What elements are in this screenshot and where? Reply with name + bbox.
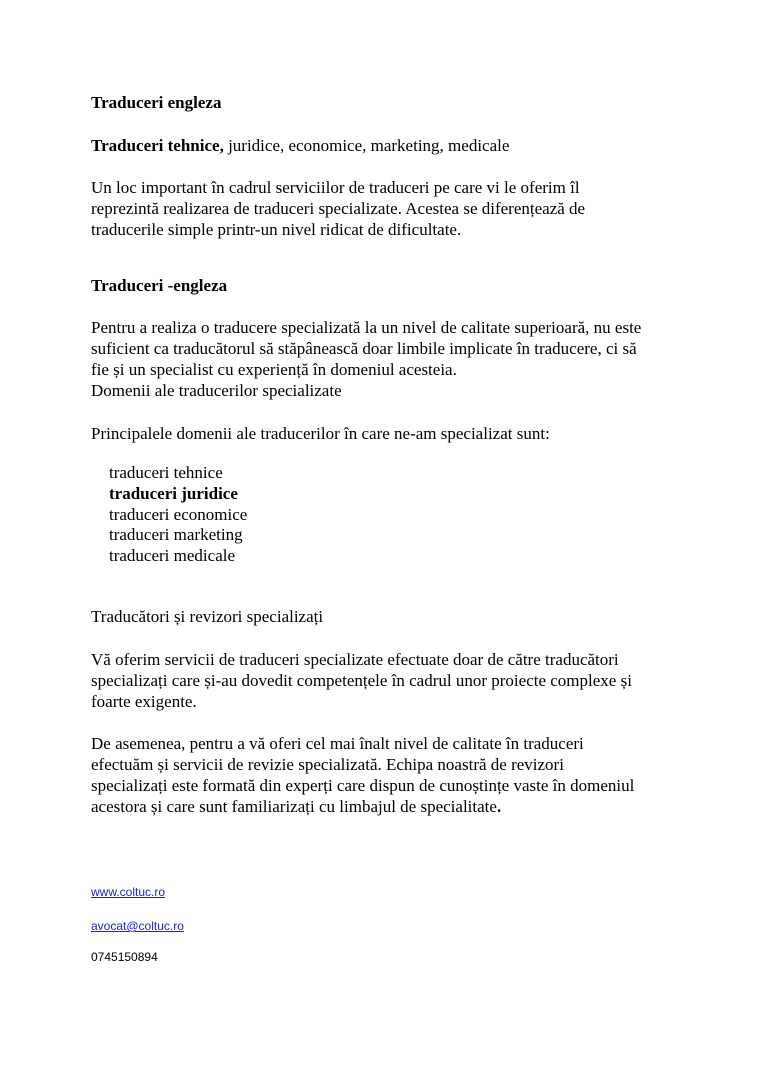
- paragraph-line: De asemenea, pentru a vă oferi cel mai înalt nivel de calitate în traduceri: [91, 734, 584, 753]
- phone-number: 0745150894: [91, 950, 158, 964]
- paragraph-line: specializați care și-au dovedit competențele în cadrul unor proiecte complexe și: [91, 671, 632, 690]
- intro-line: Un loc important în cadrul serviciilor de traduceri pe care vi le oferim îl: [91, 178, 580, 197]
- paragraph-line: suficient ca traducătorul să stăpânească doar limbile implicate în traducere, ci să: [91, 339, 637, 358]
- paragraph-line: efectuăm și servicii de revizie specializată. Echipa noastră de revizori: [91, 755, 564, 774]
- intro-line: reprezintă realizarea de traduceri specializate. Acestea se diferențează de: [91, 199, 586, 218]
- domains-intro: Principalele domenii ale traducerilor în care ne-am specializat sunt:: [91, 424, 550, 443]
- list-item: traduceri juridice: [109, 484, 238, 503]
- list-item: traduceri medicale: [109, 546, 236, 565]
- intro-line: traducerile simple printr-un nivel ridicat de dificultate.: [91, 220, 462, 239]
- paragraph-line: [91, 796, 501, 817]
- paragraph-end-period: .: [496, 797, 502, 816]
- section-title: Traducători și revizori specializați: [91, 607, 324, 626]
- paragraph-line: specializați este formată din experți care dispun de cunoștințe vaste în domeniul: [91, 776, 635, 795]
- list-item: traduceri economice: [109, 505, 248, 524]
- subtitle-bold: Traduceri tehnice,: [91, 136, 224, 155]
- subtitle-line: [91, 135, 509, 156]
- list-item: traduceri tehnice: [109, 463, 223, 482]
- list-item: traduceri marketing: [109, 525, 243, 544]
- paragraph-line: foarte exigente.: [91, 692, 197, 711]
- main-heading: Traduceri engleza: [91, 93, 222, 112]
- paragraph-text: acestora și care sunt familiarizați cu limbajul de specialitate: [91, 797, 497, 816]
- paragraph-line: fie și un specialist cu experiență în domeniul acesteia.: [91, 360, 457, 379]
- paragraph-line: Pentru a realiza o traducere specializată la un nivel de calitate superioară, nu este: [91, 318, 642, 337]
- paragraph-line: Vă oferim servicii de traduceri specializate efectuate doar de către traducători: [91, 650, 619, 669]
- email-link[interactable]: avocat@coltuc.ro: [91, 919, 184, 933]
- paragraph-line: Domenii ale traducerilor specializate: [91, 381, 342, 400]
- website-link[interactable]: www.coltuc.ro: [91, 885, 166, 899]
- section-heading: Traduceri -engleza: [91, 276, 228, 295]
- subtitle-rest: juridice, economice, marketing, medicale: [223, 136, 510, 155]
